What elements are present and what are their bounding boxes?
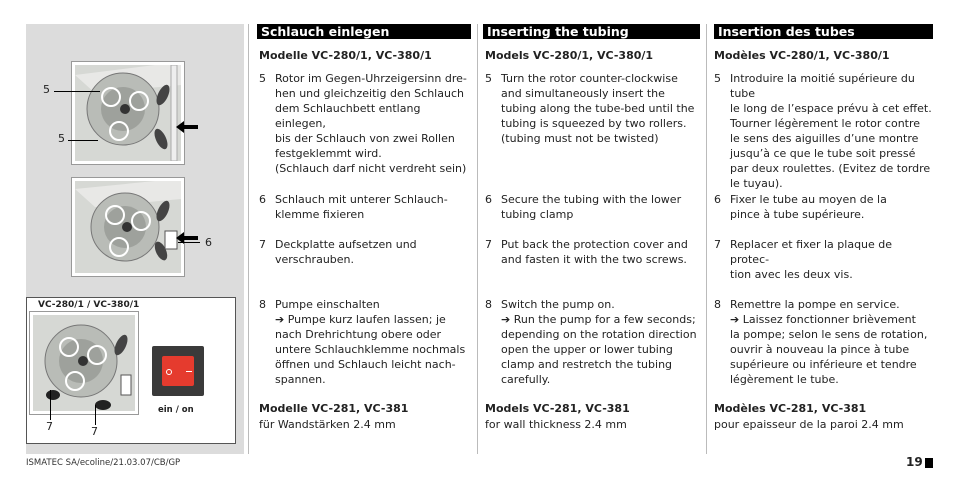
step-text: Replacer et fixer la plaque de protec- tion avec les deux vis. [730, 238, 893, 281]
model-heading-fr: Modèles VC-280/1, VC-380/1 [714, 49, 890, 62]
step-number: 7 [259, 238, 266, 251]
arrow-left-icon [176, 118, 198, 137]
leader-line-7b [95, 405, 96, 425]
model-note-fr: pour epaisseur de la paroi 2.4 mm [714, 418, 904, 431]
pump-photo-step5 [72, 62, 184, 164]
step-number: 7 [485, 238, 492, 251]
callout-5a: 5 [43, 83, 50, 96]
document-id: ISMATEC SA/ecoline/21.03.07/CB/GP [26, 458, 181, 468]
power-switch-icon [152, 346, 204, 396]
step-number: 7 [714, 238, 721, 251]
step-text: Turn the rotor counter-clockwise and simultaneously insert the tubing along the tube-bed until the tubing is squeezed by two rollers. (tubing must not be twisted) [501, 72, 695, 145]
column-header-de: Schlauch einlegen [257, 24, 471, 39]
step-number: 5 [714, 72, 721, 85]
column-header-en: Inserting the tubing [483, 24, 700, 39]
step-text: Schlauch mit unterer Schlauch- klemme fixieren [275, 193, 448, 221]
callout-6: 6 [205, 236, 212, 249]
step-text: Pumpe einschalten ➔ Pumpe kurz laufen lassen; je nach Drehrichtung obere oder untere Schlauchklemme nochmals öffnen und Schlauch leicht nach- spannen. [275, 298, 466, 386]
page-number: 19 [906, 455, 923, 469]
column-divider [477, 24, 478, 454]
model-note-de: für Wandstärken 2.4 mm [259, 418, 396, 431]
pump-photo-step6 [72, 178, 184, 276]
step-text: Deckplatte aufsetzen und verschrauben. [275, 238, 417, 266]
model-heading-fr-2: Modèles VC-281, VC-381 [714, 402, 867, 415]
callout-7b: 7 [91, 425, 98, 438]
pump-photo-step7 [30, 312, 138, 414]
step-number: 8 [485, 298, 492, 311]
callout-5b: 5 [58, 132, 65, 145]
switch-caption: ein / on [158, 405, 194, 415]
step-number: 8 [714, 298, 721, 311]
leader-line-7a [50, 390, 51, 420]
column-divider [248, 24, 249, 454]
step-number: 6 [259, 193, 266, 206]
model-heading-de-2: Modelle VC-281, VC-381 [259, 402, 409, 415]
step-text: Remettre la pompe en service. ➔ Laissez fonctionner brièvement la pompe; selon le sens de rotation, ouvrir à nouveau la pince à tube supérieure ou inférieure et tendre légèrement le tube. [730, 298, 928, 386]
step-number: 8 [259, 298, 266, 311]
arrow-left-icon [176, 229, 198, 248]
step-number: 5 [485, 72, 492, 85]
step-text: Fixer le tube au moyen de la pince à tube supérieure. [730, 193, 887, 221]
page-marker [925, 458, 933, 468]
step-number: 6 [485, 193, 492, 206]
model-heading-en: Models VC-280/1, VC-380/1 [485, 49, 654, 62]
column-header-fr: Insertion des tubes [714, 24, 933, 39]
step-text: Rotor im Gegen-Uhrzeigersinn dre- hen und gleichzeitig den Schlauch dem Schlauchbett entlang einlegen, bis der Schlauch von zwei Rollen festgeklemmt wird. (Schlauch darf nicht verdreht sein) [275, 72, 467, 175]
column-divider [706, 24, 707, 454]
model-heading-de: Modelle VC-280/1, VC-380/1 [259, 49, 432, 62]
callout-7a: 7 [46, 420, 53, 433]
model-heading-en-2: Models VC-281, VC-381 [485, 402, 630, 415]
step-text: Switch the pump on. ➔ Run the pump for a few seconds; depending on the rotation direction open the upper or lower tubing clamp and restretch the tubing carefully. [501, 298, 697, 386]
step-text: Secure the tubing with the lower tubing clamp [501, 193, 682, 221]
step-number: 6 [714, 193, 721, 206]
leader-line-5b [68, 140, 98, 141]
step-number: 5 [259, 72, 266, 85]
model-box-title: VC-280/1 / VC-380/1 [38, 300, 140, 310]
step-text: Put back the protection cover and and fasten it with the two screws. [501, 238, 688, 266]
step-text: Introduire la moitié supérieure du tube le long de l’espace prévu à cet effet. Tourner légèrement le rotor contre le sens des aiguilles d’une montre jusqu’à ce que le tube soit pressé par deux roulettes. (Evitez de tordre le tuyau). [730, 72, 932, 190]
model-note-en: for wall thickness 2.4 mm [485, 418, 627, 431]
leader-line-5a [54, 91, 100, 92]
